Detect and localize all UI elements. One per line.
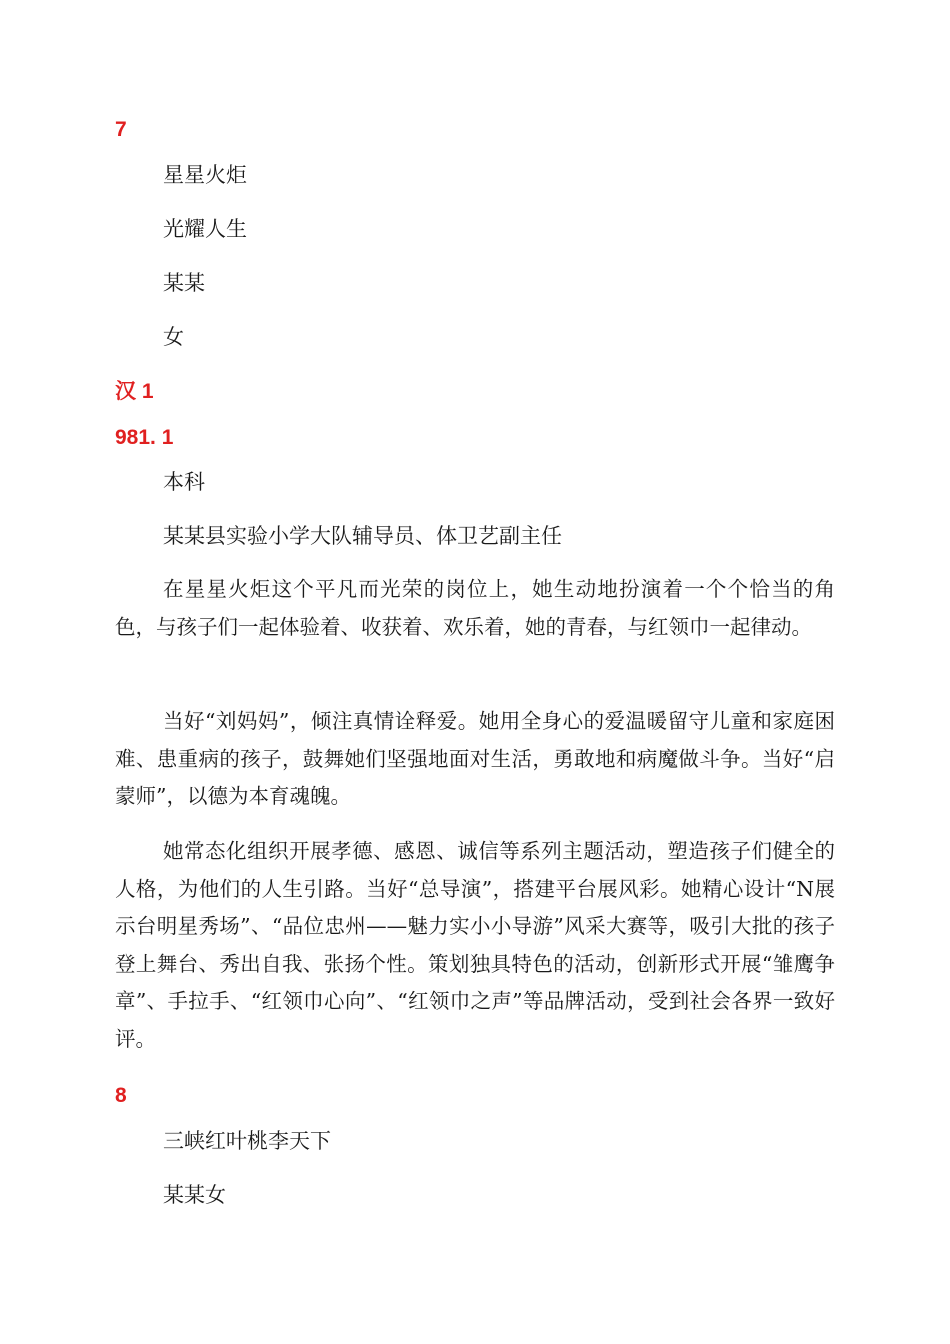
section-7-position: 某某县实验小学大队辅导员、体卫艺副主任: [163, 524, 562, 548]
section-7-subtitle: 光耀人生: [163, 217, 247, 241]
section-7-name: 某某: [163, 271, 205, 295]
section-7-number: 7: [115, 118, 127, 141]
section-7-ethnicity: 汉 1: [115, 380, 154, 403]
section-7-education: 本科: [163, 470, 205, 494]
section-7-title: 星星火炬: [163, 163, 247, 187]
section-7-paragraph-2: 当好“刘妈妈”，倾注真情诠释爱。她用全身心的爱温暖留守儿童和家庭困难、患重病的孩子，鼓舞她们坚强地面对生活，勇敢地和病魔做斗争。当好“启蒙师”，以德为本育魂魄。: [115, 709, 835, 808]
section-7-birth: 981. 1: [115, 426, 174, 449]
section-7-gender: 女: [163, 325, 184, 349]
section-8-name-gender: 某某女: [163, 1183, 226, 1207]
section-8-number: 8: [115, 1084, 127, 1107]
section-7-paragraph-1: 在星星火炬这个平凡而光荣的岗位上，她生动地扮演着一个个恰当的角色，与孩子们一起体验着、收获着、欢乐着，她的青春，与红领巾一起律动。: [115, 577, 835, 639]
section-8-title: 三峡红叶桃李天下: [163, 1129, 331, 1153]
section-7-paragraph-3: 她常态化组织开展孝德、感恩、诚信等系列主题活动，塑造孩子们健全的人格，为他们的人生引路。当好“总导演”，搭建平台展风彩。她精心设计“N展示台明星秀场”、“品位忠州——魅力实小小导游”风采大赛等，吸引大批的孩子登上舞台、秀出自我、张扬个性。策划独具特色的活动，创新形式开展“雏鹰争章”、手拉手、“红领巾心向”、“红领巾之声”等品牌活动，受到社会各界一致好评。: [115, 839, 835, 1051]
